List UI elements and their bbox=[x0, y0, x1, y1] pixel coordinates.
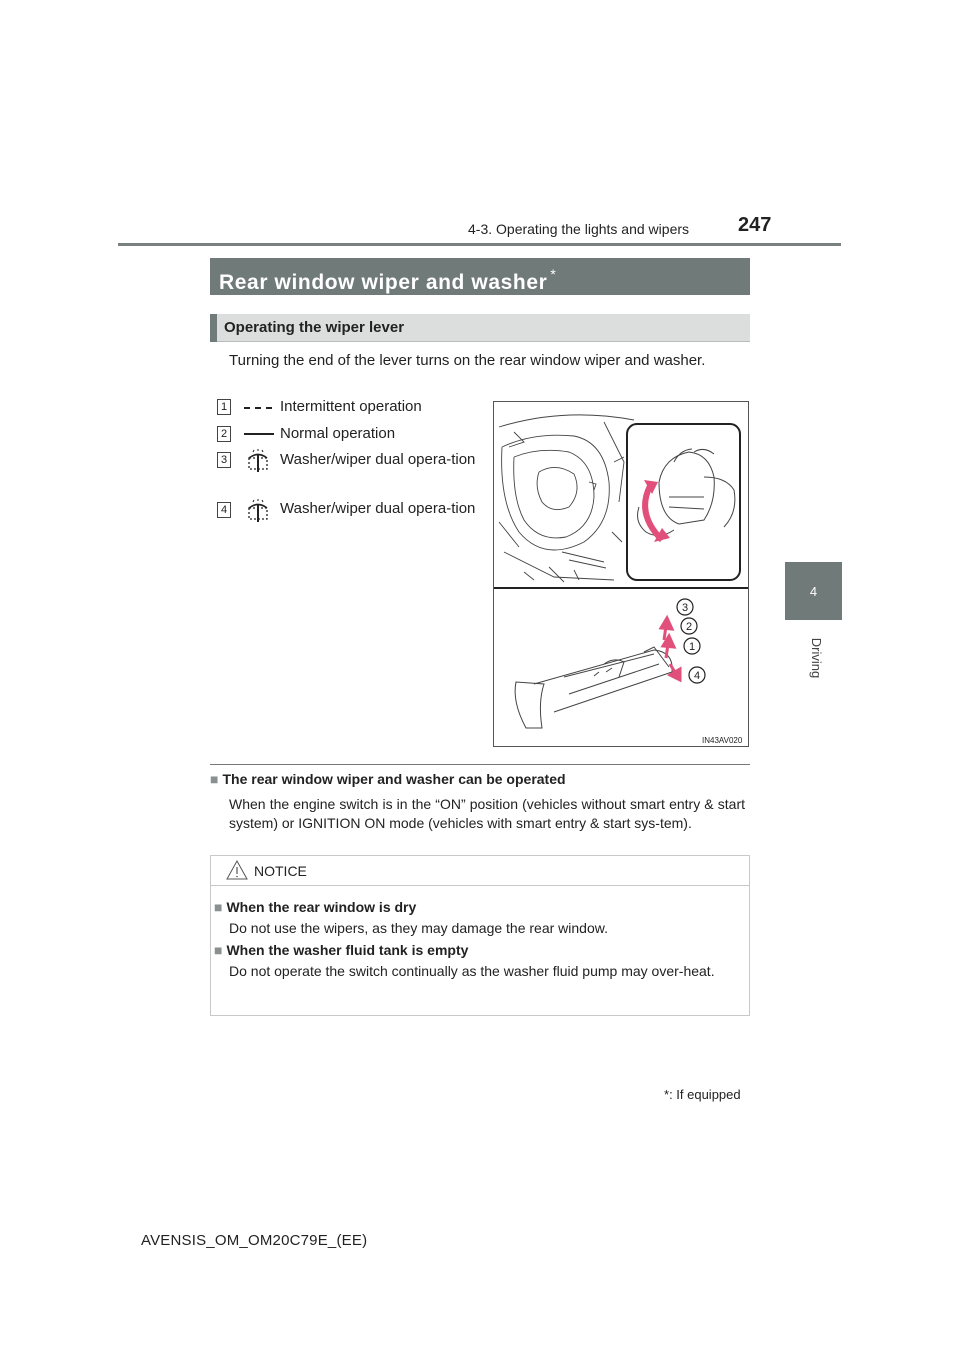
square-bullet-icon: ■ bbox=[214, 942, 223, 958]
footnote bbox=[664, 1087, 741, 1102]
intro-text: Turning the end of the lever turns on the rear window wiper and washer. bbox=[229, 352, 706, 369]
warning-triangle-icon bbox=[226, 860, 248, 880]
wiper-lever-illustration bbox=[493, 401, 749, 747]
washer-wiper-icon bbox=[246, 498, 270, 524]
header-rule bbox=[118, 243, 841, 246]
notice-item-title bbox=[214, 942, 468, 958]
option-number: 1 bbox=[217, 399, 231, 415]
note-title-text: The rear window wiper and washer can be operated bbox=[222, 771, 566, 787]
note-title bbox=[210, 771, 566, 787]
notice-divider bbox=[211, 885, 749, 886]
footnote-text: : If equipped bbox=[669, 1087, 741, 1102]
document-footer: AVENSIS_OM_OM20C79E_(EE) bbox=[141, 1232, 368, 1249]
callout-number: 2 bbox=[685, 621, 693, 633]
page-number: 247 bbox=[738, 214, 772, 236]
subsection-marker bbox=[210, 314, 217, 342]
notice-item-title bbox=[214, 899, 416, 915]
chapter-tab-number: 4 bbox=[809, 583, 818, 599]
option-text: Normal operation bbox=[280, 425, 396, 442]
square-bullet-icon: ■ bbox=[214, 899, 223, 915]
option-text: Washer/wiper dual opera-tion bbox=[280, 451, 476, 468]
illustration-drawing bbox=[494, 402, 748, 746]
dashed-line-icon bbox=[243, 403, 275, 413]
section-header: 4-3. Operating the lights and wipers bbox=[468, 221, 690, 237]
option-text: Intermittent operation bbox=[280, 398, 422, 415]
section-rule bbox=[210, 764, 750, 765]
option-text: Washer/wiper dual opera-tion bbox=[280, 500, 476, 517]
footnote-mark: * bbox=[664, 1087, 670, 1102]
figure-code: IN43AV020 bbox=[702, 736, 743, 745]
callout-number: 1 bbox=[688, 641, 696, 653]
notice-item-title-text: When the rear window is dry bbox=[226, 899, 417, 915]
callout-number: 4 bbox=[693, 670, 701, 682]
chapter-tab bbox=[785, 562, 842, 620]
notice-item-body: Do not use the wipers, as they may damage the rear window. bbox=[229, 920, 608, 936]
option-number: 2 bbox=[217, 426, 231, 442]
section-title: Rear window wiper and washer bbox=[219, 271, 548, 294]
note-body: When the engine switch is in the “ON” position (vehicles without smart entry & start system) or IGNITION ON mode (vehicles with smart entry & start sys-tem). bbox=[229, 796, 745, 831]
square-bullet-icon: ■ bbox=[210, 771, 219, 787]
chapter-tab-label: Driving bbox=[809, 637, 824, 679]
solid-line-icon bbox=[243, 429, 275, 439]
callout-number: 3 bbox=[681, 602, 689, 614]
section-title-bar bbox=[210, 258, 750, 295]
notice-heading: NOTICE bbox=[254, 863, 307, 879]
notice-item-body: Do not operate the switch continually as the washer fluid pump may over-heat. bbox=[229, 963, 715, 979]
asterisk-mark: * bbox=[550, 266, 557, 282]
option-number: 4 bbox=[217, 502, 231, 518]
washer-wiper-icon bbox=[246, 448, 270, 474]
notice-item-title-text: When the washer fluid tank is empty bbox=[226, 942, 469, 958]
option-number: 3 bbox=[217, 452, 231, 468]
subsection-heading: Operating the wiper lever bbox=[224, 319, 405, 336]
